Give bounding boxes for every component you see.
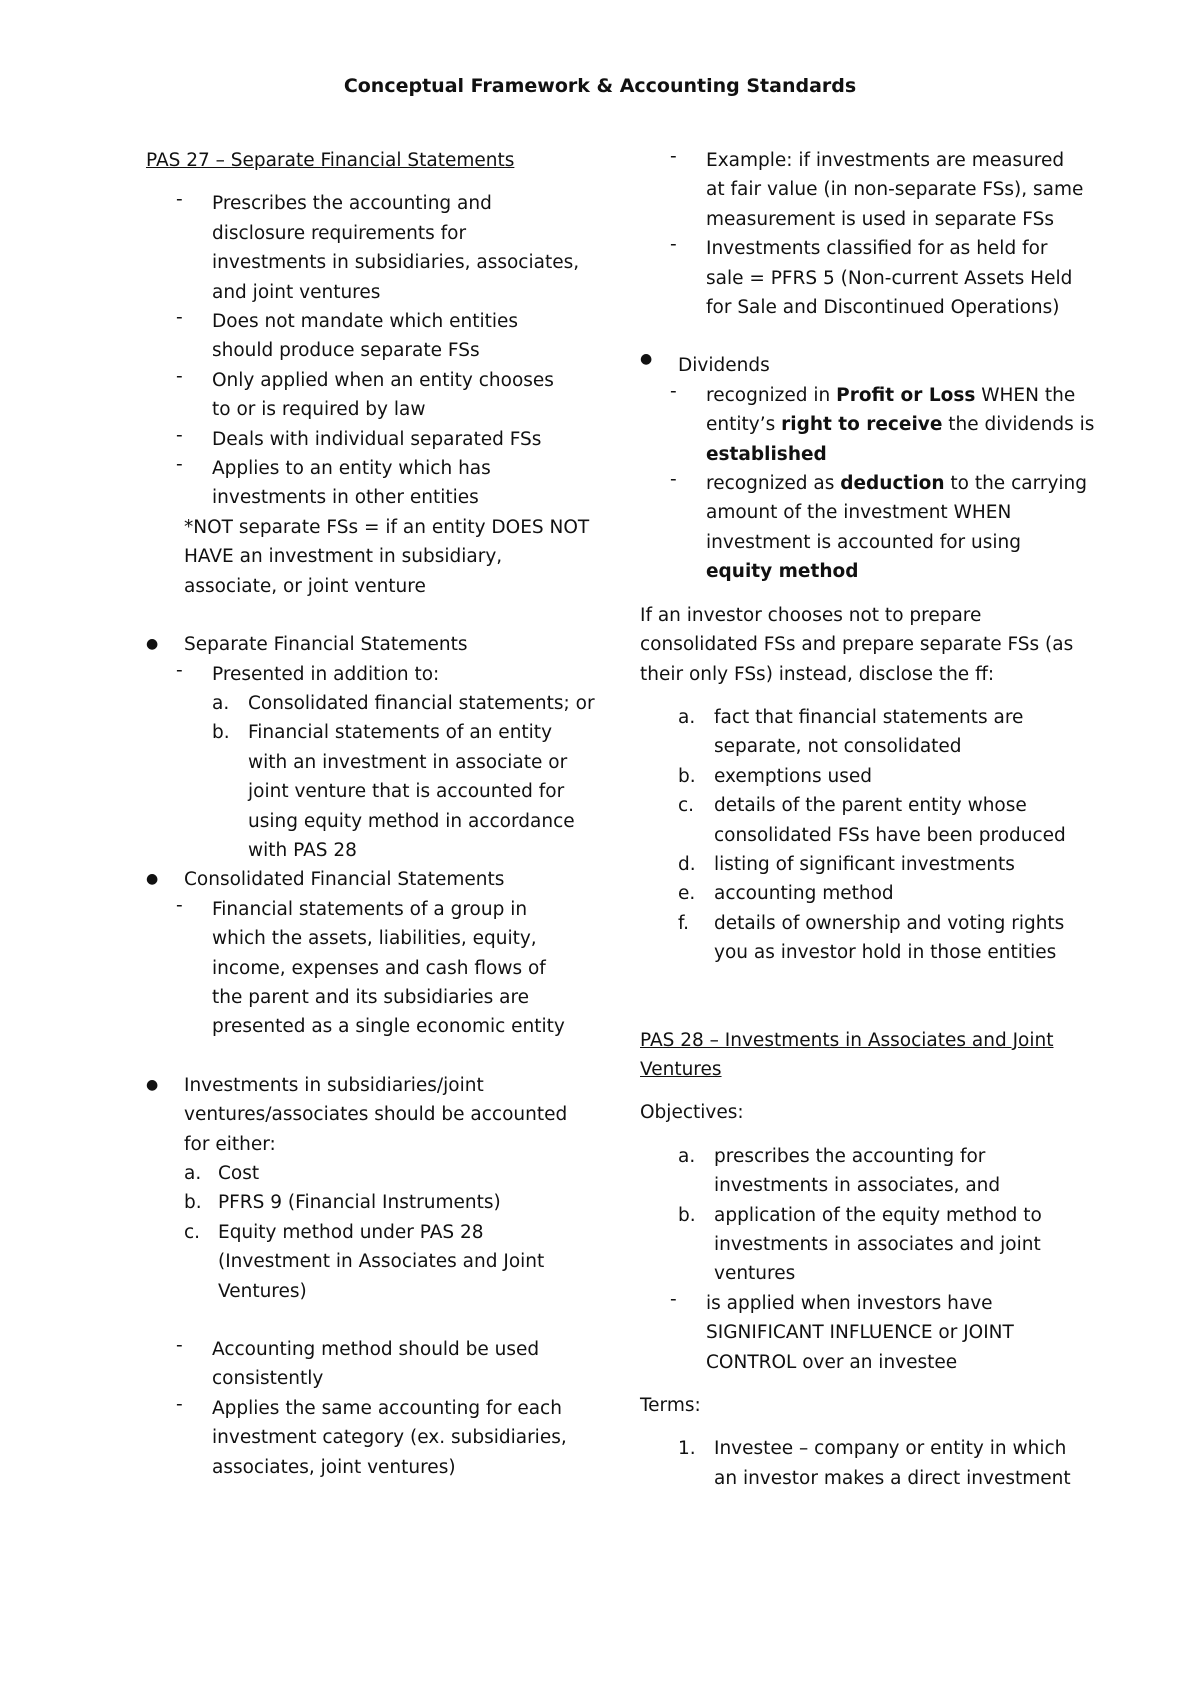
list-item [146,1218,586,1306]
dash-icon: - [176,424,183,446]
dash-text-line: recognized as deduction to the carrying [706,473,1088,495]
dash-text-line: amount of the investment WHEN [706,502,1012,524]
list-item-text: Investee – company or entity in which [714,1438,1067,1460]
list-item-text: (Investment in Associates and Joint [218,1251,545,1273]
dash-icon: - [176,659,183,681]
list-marker: b. [212,722,230,744]
dash-text-line: measurement is used in separate FSs [706,208,1054,230]
list-item [146,689,595,718]
list-item [640,1142,1080,1201]
list-item [146,718,586,865]
list-marker: e. [678,883,696,905]
terms-label: Terms: [640,1395,701,1417]
list-marker: a. [678,706,696,728]
list-item-text: prescribes the accounting for [714,1145,986,1167]
dash-text-line: Accounting method should be used [212,1339,540,1361]
right-column [640,146,1095,1493]
dash-text-line: consistently [212,1368,324,1390]
dash-icon: - [176,365,183,387]
objectives-label: Objectives: [640,1102,744,1124]
bullet-label: for either: [184,1133,276,1155]
dash-item [146,660,586,689]
list-item-text: joint venture that is accounted for [248,781,565,803]
paragraph-line: their only FSs) instead, disclose the ff: [640,663,995,685]
dash-text: Presented in addition to: [212,663,440,685]
dash-icon: - [670,380,677,402]
dash-icon: - [176,1335,183,1357]
list-marker: b. [678,1204,696,1226]
dash-icon: - [176,189,183,211]
pas28-heading [640,1026,1080,1085]
list-item [640,1434,1080,1493]
dash-item [146,189,586,307]
list-marker: f. [678,912,690,934]
list-item-text: details of ownership and voting rights [714,912,1065,934]
list-item-text: separate, not consolidated [714,736,962,758]
pas27-heading: PAS 27 – Separate Financial Statements [146,150,515,171]
list-item-text: Cost [218,1163,260,1184]
list-item-text: using equity method in accordance [248,810,575,832]
dash-icon: - [176,307,183,329]
dash-text-line: disclosure requirements for [212,222,467,244]
list-item-text: with an investment in associate or [248,751,568,773]
dash-item [146,454,586,513]
dash-icon: - [176,454,183,476]
dash-text-line: Only applied when an entity chooses [212,369,554,391]
list-item-text: investments in associates and joint [714,1234,1041,1255]
consistency-dash-list [146,1335,586,1482]
left-column [146,146,595,1482]
dash-text-line: investment is accounted for using [706,531,1022,553]
list-item-text: fact that financial statements are [714,706,1024,728]
dash-text-line: entity’s right to receive the dividends is [706,414,1095,436]
dash-text-line: investment category (ex. subsidiaries, [212,1427,567,1449]
dash-text-line: at fair value (in non-separate FSs), same [706,179,1084,201]
heading-line: PAS 28 – Investments in Associates and Joint [640,1029,1054,1051]
list-item-text: Equity method under PAS 28 [218,1221,484,1243]
paragraph-line: If an investor chooses not to prepare [640,604,982,626]
dash-text-line: is applied when investors have [706,1292,993,1314]
dash-text-line: to or is required by law [212,399,426,421]
list-item-text: exemptions used [714,765,873,787]
dash-text-line: investments in other entities [212,487,479,509]
page-title: Conceptual Framework & Accounting Standards [343,75,857,97]
list-item [640,850,1080,879]
dash-item [640,1289,1080,1377]
dash-icon: - [176,1393,183,1415]
dash-item [640,380,1095,469]
list-item [146,1159,586,1188]
list-marker: 1. [678,1438,696,1460]
measurement-dash-list [640,146,1084,322]
list-item-text: accounting method [714,883,894,905]
bullet-item [640,351,1080,380]
dash-icon: - [176,894,183,916]
dash-icon: - [670,1288,677,1310]
bullet-label: Investments in subsidiaries/joint [184,1074,484,1096]
bullet-item [146,1071,586,1159]
sfs-alpha-list [146,689,595,865]
dash-text-line: Investments classified for as held for [706,238,1048,260]
dash-text-line: recognized in Profit or Loss WHEN the [706,384,1076,406]
dash-text-line: associates, joint ventures) [212,1456,456,1478]
note-line: *NOT separate FSs = if an entity DOES NOT [184,516,590,538]
dash-text-line: Applies to an entity which has [212,458,491,480]
objectives-alpha-list [640,1142,1080,1289]
dash-text-line: presented as a single economic entity [212,1016,565,1038]
dash-icon: - [670,146,677,167]
list-item [640,703,1080,762]
dash-text-line: and joint ventures [212,281,381,303]
bullet-label: Separate Financial Statements [184,634,468,656]
list-marker: b. [184,1192,202,1214]
list-item-text: Ventures) [218,1280,307,1302]
list-item-text: application of the equity method to [714,1204,1042,1226]
dash-item [146,307,586,366]
dash-item [146,366,586,425]
note-line: HAVE an investment in subsidiary, [184,546,503,568]
heading-line: Ventures [640,1058,722,1080]
dash-text-line: CONTROL over an investee [706,1351,958,1373]
list-item-text: Consolidated financial statements; or [248,692,595,714]
paragraph-line: consolidated FSs and prepare separate FSs (as [640,634,1074,656]
list-marker: c. [678,795,695,817]
list-marker: a. [212,692,230,714]
list-marker: a. [678,1145,696,1167]
terms-numbered-list [640,1434,1080,1493]
bullet-label: Consolidated Financial Statements [184,869,505,891]
disclosure-paragraph [640,601,1080,689]
dash-text-line: income, expenses and cash flows of [212,957,546,979]
dash-text-line: which the assets, liabilities, equity, [212,928,537,950]
dash-item [146,1335,586,1394]
list-marker: a. [184,1163,202,1184]
list-item-text: details of the parent entity whose [714,795,1027,817]
dash-text-line: sale = PFRS 5 (Non-current Assets Held [706,267,1073,289]
dash-item [640,469,1088,587]
bullet-item [146,865,586,894]
bullet-icon: ● [640,351,653,368]
list-item-text: an investor makes a direct investment [714,1467,1071,1489]
list-marker: b. [678,765,696,787]
dash-item [146,425,586,454]
list-item-text: listing of significant investments [714,853,1015,875]
dash-text-line: for Sale and Discontinued Operations) [706,297,1060,319]
list-item-text: investments in associates, and [714,1175,1001,1197]
bullet-label: Dividends [678,355,770,377]
list-item [640,879,1080,908]
bullet-icon: ● [146,1076,159,1093]
bullet-label: ventures/associates should be accounted [184,1104,568,1126]
bullet-icon: ● [146,636,159,653]
bullet-icon: ● [146,871,159,888]
dash-text-line: Deals with individual separated FSs [212,428,542,450]
note-line: associate, or joint venture [184,575,426,597]
dash-text-line: the parent and its subsidiaries are [212,986,530,1008]
dash-text-line: should produce separate FSs [212,340,480,362]
list-item-text: Financial statements of an entity [248,722,553,744]
list-item-text: ventures [714,1263,796,1285]
dash-item [640,234,1080,322]
dash-text-line: Example: if investments are measured [706,150,1065,171]
pas27-dash-list [146,189,586,512]
list-marker: c. [184,1221,201,1243]
list-marker: d. [678,853,696,875]
list-item [640,762,1080,791]
list-item [146,1188,586,1217]
dash-text-line: investments in subsidiaries, associates, [212,252,580,274]
disclosure-alpha-list [640,703,1080,968]
dash-item [146,1394,586,1482]
dash-icon: - [670,469,677,491]
dash-text-line: Applies the same accounting for each [212,1397,562,1419]
dash-item [640,146,1084,234]
dash-text-line: Does not mandate which entities [212,311,519,333]
dash-text-line: Prescribes the accounting and [212,193,492,215]
dash-text-line: equity method [706,561,859,583]
bullet-item [146,630,586,659]
list-item [640,791,1080,850]
dash-text-line: Financial statements of a group in [212,898,528,920]
dash-item [146,895,586,1042]
inv-alpha-list [146,1159,586,1306]
list-item [640,909,1080,968]
list-item-text: with PAS 28 [248,839,357,861]
dash-text-line: SIGNIFICANT INFLUENCE or JOINT [706,1322,1014,1344]
dash-icon: - [670,234,677,256]
list-item-text: you as investor hold in those entities [714,942,1057,964]
list-item-text: PFRS 9 (Financial Instruments) [218,1192,501,1214]
dash-text-line: established [706,443,827,465]
list-item-text: consolidated FSs have been produced [714,824,1066,846]
list-item [640,1201,1080,1289]
note-text [146,513,590,601]
